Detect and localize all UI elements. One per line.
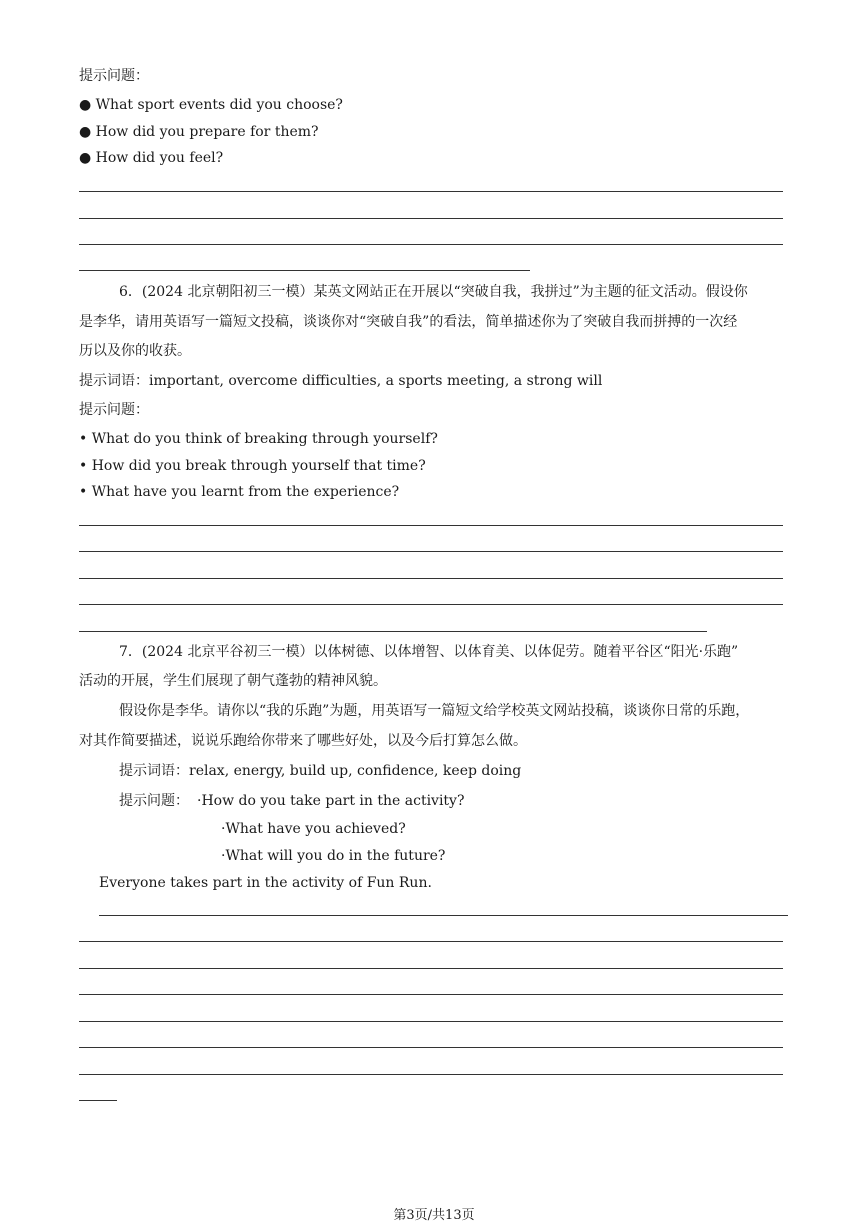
answer-line [79, 968, 783, 969]
q7-text-line-2: 活动的开展，学生们展现了朝气蓬勃的精神风貌。 [79, 673, 387, 689]
q5-prompt-label: 提示问题： [79, 68, 149, 84]
answer-line [79, 604, 783, 605]
answer-line [79, 218, 783, 219]
answer-line [79, 941, 783, 942]
q6-keywords: 提示词语：important, overcome difficulties, a sports meeting, a strong will [79, 373, 603, 389]
q5-bullet-1: ● What sport events did you choose? [79, 97, 343, 113]
q7-text-line-3: 假设你是李华。请你以“我的乐跑”为题，用英语写一篇短文给学校英文网站投稿，谈谈你日常的乐跑， [119, 703, 750, 719]
q7-opening-sentence: Everyone takes part in the activity of Fun Run. [99, 875, 432, 891]
answer-line [79, 1100, 117, 1101]
answer-line [79, 631, 707, 632]
q6-bullet-2: • How did you break through yourself that time? [79, 458, 426, 474]
q5-bullet-3: ● How did you feel? [79, 150, 224, 166]
q6-text-line-1: 6．(2024 北京朝阳初三一模）某英文网站正在开展以“突破自我，我拼过”为主题的征文活动。假设你 [119, 284, 748, 300]
answer-line [99, 915, 788, 916]
answer-line [79, 1021, 783, 1022]
answer-line [79, 994, 783, 995]
answer-line [79, 525, 783, 526]
q5-bullet-2: ● How did you prepare for them? [79, 124, 319, 140]
q6-text-line-3: 历以及你的收获。 [79, 343, 191, 359]
page-footer: 第3页/共13页 [393, 1208, 475, 1223]
q7-question-1: ·How do you take part in the activity? [197, 793, 465, 809]
answer-line [79, 551, 783, 552]
q7-text-line-4: 对其作简要描述，说说乐跑给你带来了哪些好处，以及今后打算怎么做。 [79, 733, 527, 749]
q6-prompt-label: 提示问题： [79, 402, 149, 418]
q7-question-2: ·What have you achieved? [221, 821, 406, 837]
q7-keywords: 提示词语：relax, energy, build up, confidence, keep doing [119, 763, 522, 779]
answer-line [79, 244, 783, 245]
answer-line [79, 578, 783, 579]
answer-line [79, 1074, 783, 1075]
answer-line [79, 1047, 783, 1048]
answer-line [79, 270, 530, 271]
q6-text-line-2: 是李华，请用英语写一篇短文投稿，谈谈你对“突破自我”的看法，简单描述你为了突破自我而拼搏的一次经 [79, 314, 738, 330]
q7-text-line-1: 7．(2024 北京平谷初三一模）以体树德、以体增智、以体育美、以体促劳。随着平谷区“阳光·乐跑” [119, 644, 739, 660]
answer-line [79, 191, 783, 192]
q6-bullet-3: • What have you learnt from the experience? [79, 484, 400, 500]
q6-bullet-1: • What do you think of breaking through yourself? [79, 431, 438, 447]
q7-prompt-label: 提示问题： [119, 793, 189, 809]
q7-question-3: ·What will you do in the future? [221, 848, 446, 864]
